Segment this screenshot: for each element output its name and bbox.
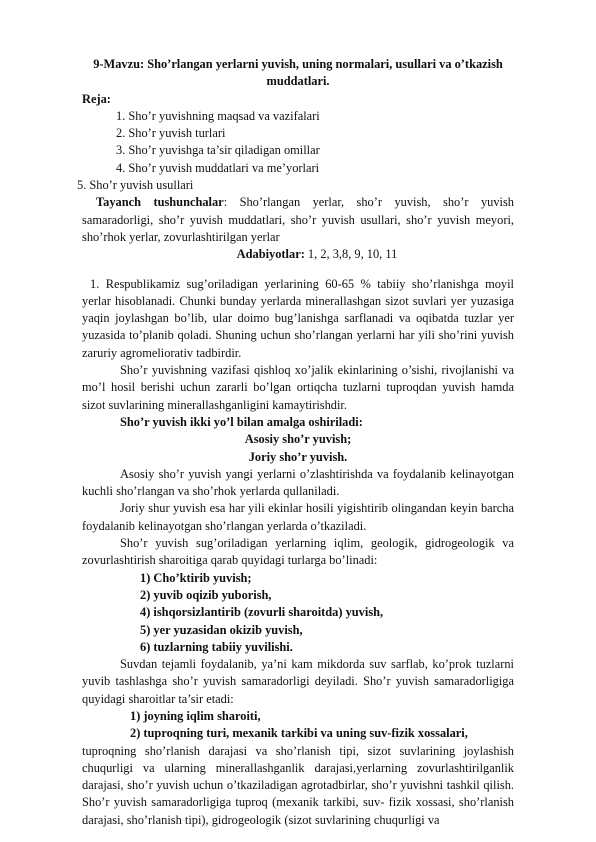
reja-item: 3. Sho’r yuvishga ta’sir qiladigan omillar [116,143,320,158]
tayanch-text: : Sho’rlangan yerlar, sho’r yuvish, sho’r yuvish samaradorligi, sho’r yuvish muddatlari, sho’r yuvish usullari, sho’r yuvish meyori, sho’rhok yerlar, zovurlashtirilgan yerlar [82,195,515,244]
list-item: 5) yer yuzasidan okizib yuvish, [140,622,303,637]
paragraph-8: Sho’r yuvish sug’oriladigan yerlarning iqlim, geologik, gidrogeologik va zovurlashtirish sharoitiga qarab quyidagi turlarga bo’linadi: [82,536,514,568]
document-title [82,56,514,91]
tayanch-paragraph [82,194,514,246]
yuvish-types-list [82,570,514,656]
tayanch-label: Tayanch tushunchalar [96,195,224,210]
document-page [77,56,515,829]
paragraph-1: 1. Respublikamiz sug’oriladigan yerlarining 60-65 % tabiiy sho’rlanishga moyil yerlar hisoblanadi. Chunki bunday yerlarda minerallashgan sizot suvlari yer yuzasiga yaqin joylashgan bo’lib, ular doimo bug’lanishga sarflanadi va oqibatda tuzlar yer yuzasida to’planib qoladi. Shuning uchun sho’rlangan yerlarni har yili sho’rini yuvish zaruriy agromeliorativ tadbirdir. [82,276,514,360]
paragraph-2: Sho’r yuvishning vazifasi qishloq xo’jalik ekinlarining o’sishi, rivojlanishi va mo’l hosil berishi uchun zararli bo’lgan ortiqcha tuzlarni tuproqdan yuvish hamda sizot suvlarining minerallashganligini kamaytirishdir. [82,363,514,412]
paragraph-5: Joriy sho’r yuvish. [248,449,348,464]
list-item: 2) tuproqning turi, mexanik tarkibi va uning suv-fizik xossalari, [130,726,468,741]
paragraph-6: Asosiy sho’r yuvish yangi yerlarni o’zlashtirishda va foydalanib kelinayotgan kuchli sho’rlangan va sho’rhok yerlarda qullaniladi. [82,466,514,499]
adabiyotlar-label: Adabiyotlar: [236,247,305,262]
paragraph-7: Joriy shur yuvish esa har yili ekinlar hosili yigishtirib olingandan keyin barcha foydalanib kelinayotgan sho’rlangan yerlarda o’tkaziladi. [82,501,514,533]
reja-list [82,108,514,177]
conditions-list [82,708,514,743]
paragraph-10: tuproqning sho’rlanish darajasi va sho’rlanish tipi, sizot suvlarining joylashish chuqurligi va ularning minerallashganlik darajasi,yerlarning zovurlashtirilganlik darajasi, sho’r yuvish uchun o’tkaziladigan agrotadbirlar, sho’r yuvishni tashkil qilish. Sho’r yuvish samaradorligiga tuproq (mexanik tarkibi, suv- fizik xossasi, sho’rlanish darajasi, sho’rlanish tipi), gidrogeologik (sizot suvlarining chuqurligi va [82,743,514,827]
reja-item: 2. Sho’r yuvish turlari [116,126,226,141]
reja-item: 5. Sho’r yuvish usullari [77,178,194,193]
reja-item: 4. Sho’r yuvish muddatlari va me’yorlari [116,160,320,175]
list-item: 2) yuvib oqizib yuborish, [140,587,272,602]
title-line-2: muddatlari. [266,74,330,89]
reja-heading: Reja: [82,91,111,106]
title-line-1: 9-Mavzu: Sho’rlangan yerlarni yuvish, uning normalari, usullari va o’tkazish [93,57,503,71]
list-item: 1) Cho’ktirib yuvish; [140,570,252,585]
reja-item: 1. Sho’r yuvishning maqsad va vazifalari [116,108,320,123]
paragraph-3: Sho’r yuvish ikki yo’l bilan amalga oshiriladi: [120,414,363,429]
paragraph-4: Asosiy sho’r yuvish; [244,432,352,447]
list-item: 6) tuzlarning tabiiy yuvilishi. [140,639,293,654]
paragraph-9: Suvdan tejamli foydalanib, ya’ni kam mikdorda suv sarflab, ko’prok tuzlarni yuvib tashlashga sho’r yuvish samaradorligi deyiladi. Sho’r yuvish samaradorligiga quyidagi sharoitlar ta’sir etadi: [82,657,514,706]
adabiyotlar-line [82,246,514,263]
adabiyotlar-text: 1, 2, 3,8, 9, 10, 11 [304,247,398,262]
list-item: 4) ishqorsizlantirib (zovurli sharoitda) yuvish, [140,605,384,620]
list-item: 1) joyning iqlim sharoiti, [130,708,261,723]
